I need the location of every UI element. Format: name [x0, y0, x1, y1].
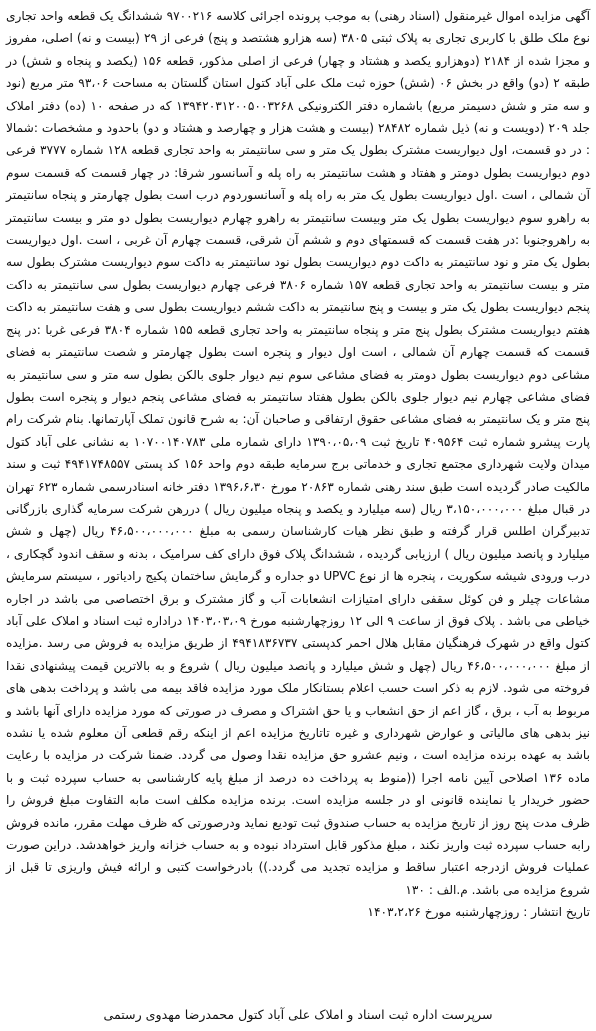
notice-body: آگهی مزایده اموال غیرمنقول (اسناد رهنی) به موجب پرونده اجرائی کلاسه ۹۷۰۰۲۱۶ ششدانگ یک قطعه واحد تجاری نوع ملک طلق با کاربری تجاری به پلاک ثبتی ۳۸۰۵ (سه هزارو هشتصد و پنج) فرعی از ۲۹ (بیست و نه) اصلی، مفروز و مجزا شده از ۲۱۸۴ (دوهزارو یکصد و هشتاد و چهار) فرعی از اصلی مذکور، قطعه ۱۵۶ (یکصد و پنجاه و شش) در طبقه ۲ (دو) واقع در بخش ۰۶ (شش) حوزه ثبت ملک علی آباد کتول استان گلستان به مساحت ۹۳،۰۶ متر مربع (نود و سه متر و شش دسیمتر مربع) باشماره دفتر الکترونیکی ۱۳۹۴۲۰۳۱۲۰۰۵۰۰۳۲۶۸ که در صفحه ۱۰ (ده) دفتر املاک جلد ۲۰۹ (دویست و نه) ذیل شماره ۲۸۴۸۲ (بیست و هشت هزار و چهارصد و هشتاد و دو) باحدود و مشخصات :شمالا : در دو قسمت، اول دیواریست مشترک بطول یک متر و سی سانتیمتر به واحد تجاری قطعه ۱۲۸ شماره ۳۷۷۷ فرعی دوم دیواریست بطول دومتر و هفتاد و هشت سانتیمتر به راه پله و آسانسور شرقا: در چهار قسمت که قسمت سوم آن شمالی ، است .اول دیواریست بطول یک متر به راه پله و آسانسوردوم درب است بطول چهارمتر و پنجاه سانتیمتر به راهرو سوم دیواریست بطول یک متر وبیست سانتیمتر به راهرو چهارم دیواریست بطول دو متر و بیست سانتیمتر به راهروجنوبا :در هفت قسمت که قسمتهای دوم و ششم آن شرقی، قسمت چهارم آن غربی ، است .اول دیواریست بطول یک متر و نود سانتیمتر به داکت دوم دیواریست بطول نود سانتیمتر به داکت سوم دیواریست مشترک بطول سه متر و بیست سانتیمتر به واحد تجاری قطعه ۱۵۷ شماره ۳۸۰۶ فرعی چهارم دیواریست بطول سی سانتیمتر به داکت پنجم دیواریست بطول یک متر و بیست و پنج سانتیمتر به داکت ششم دیواریست بطول سی و هفت سانتیمتر به داکت هفتم دیواریست مشترک بطول پنج متر و پنجاه سانتیمتر به واحد تجاری قطعه ۱۵۵ شماره ۳۸۰۴ فرعی غربا :در پنج قسمت که قسمت چهارم آن شمالی ، است اول دیوار و پنجره است بطول چهارمتر و شصت سانتیمتر به فضای مشاعی دوم دیواریست بطول دومتر به فضای مشاعی سوم نیم دیوار جلوی بالکن بطول سه متر و سی سانتیمتر به فضای مشاعی چهارم نیم دیوار جلوی بالکن بطول هفتاد سانتیمتر به فضای مشاعی پنجم دیوار و پنجره است بطول پنج متر و یک سانتیمتر به فضای مشاعی حقوق ارتفاقی و صاحبان آن: به شرح قانون تملک آپارتمانها. بنام شرکت رام پارت پیشرو شماره ثبت ۴۰۹۵۶۴ تاریخ ثبت ۱۳۹۰،۰۵،۰۹ دارای شماره ملی ۱۰۷۰۰۱۴۰۷۸۳ به نشانی علی آباد کتول میدان ولایت شهرداری مجتمع تجاری و خدماتی برج سرمایه طبقه دوم واحد ۱۵۶ کد پستی ۴۹۴۱۷۴۸۵۵۷ ثبت و سند مالکیت صادر گردیده است طبق سند رهنی شماره ۲۰۸۶۳ مورخ ۱۳۹۶،۶،۳۰ دفتر خانه اسنادرسمی شماره ۶۲۳ تهران در قبال مبلغ ۳،۱۵۰،۰۰۰،۰۰۰ ریال (سه میلیارد و یکصد و پنجاه میلیون ریال ) دررهن شرکت سرمایه گذاری بازرگانی تدبیرگران اطلس قرار گرفته و طبق نظر هیات کارشناسان رسمی به مبلغ ۴۶،۵۰۰،۰۰۰،۰۰۰ ریال (چهل و شش میلیارد و پانصد میلیون ریال ) ارزیابی گردیده ، ششدانگ پلاک فوق دارای کف سرامیک ، بدنه و سقف اندود گچکاری ، درب ورودی شیشه سکوریت ، پنجره ها از نوع UPVC دو جداره و گرمایش ساختمان پکیج رادیاتور ، سیستم سرمایش مشاعات چیلر و فن کوئل سقفی دارای امتیازات انشعابات آب و گاز مشترک و برق اختصاصی می باشد در اجاره خیاطی می باشد . پلاک فوق از ساعت ۹ الی ۱۲ روزچهارشنبه مورخ ۱۴۰۳،۰۳،۰۹ دراداره ثبت اسناد و املاک علی آباد کتول واقع در شهرک فرهنگیان مقابل هلال احمر کدپستی ۴۹۴۱۸۳۶۷۳۷ از طریق مزایده به فروش می رسد .مزایده از مبلغ ۴۶،۵۰۰،۰۰۰،۰۰۰ ریال (چهل و شش میلیارد و پانصد میلیون ریال ) شروع و به بالاترین قیمت پیشنهادی نقدا فروخته می شود. لازم به ذکر است حسب اعلام بستانکار ملک مورد مزایده فاقد بیمه می باشد و پرداخت بدهی های مربوط به آب ، برق ، گاز اعم از حق انشعاب و یا حق اشتراک و مصرف در صورتی که مورد مزایده دارای آنها باشد و نیز بدهی های مالیاتی و عوارض شهرداری و غیره تاتاریخ مزایده اعم از اینکه رقم قطعی آن معلوم شده یا نشده باشد به عهده برنده مزایده است ، ونیم عشرو حق مزایده نقدا وصول می گردد. ضمنا شرکت در مزایده با رعایت ماده ۱۳۶ اصلاحی آیین نامه اجرا ((منوط به پرداخت ده درصد از مبلغ پایه کارشناسی به حساب سپرده ثبت و با حضور خریدار یا نماینده قانونی او در جلسه مزایده است. برنده مزایده مکلف است مابه التفاوت مبلغ فروش را ظرف مدت پنج روز از تاریخ مزایده به حساب صندوق ثبت تودیع نماید ودرصورتی که ظرف مهلت مقرر، مانده فروش رابه حساب سپرده ثبت واریز نکند ، مبلغ مذکور قابل استرداد نبوده و به حساب خزانه واریز خواهدشد. دراین صورت عملیات فروش ازدرجه اعتبار ساقط و مزایده تجدید می گردد.)) بادرخواست کتبی و ارائه فیش واریزی تا قبل از شروع مزایده می باشد. م.الف : ۱۳۰	[6, 9, 591, 897]
signature-line: سرپرست اداره ثبت اسناد و املاک علی آباد کتول محمدرضا مهدوی رستمی	[103, 1007, 493, 1022]
publish-date: تاریخ انتشار : روزچهارشنبه مورخ ۱۴۰۳،۲،۲۶	[367, 905, 590, 920]
auction-notice	[6, 5, 590, 924]
